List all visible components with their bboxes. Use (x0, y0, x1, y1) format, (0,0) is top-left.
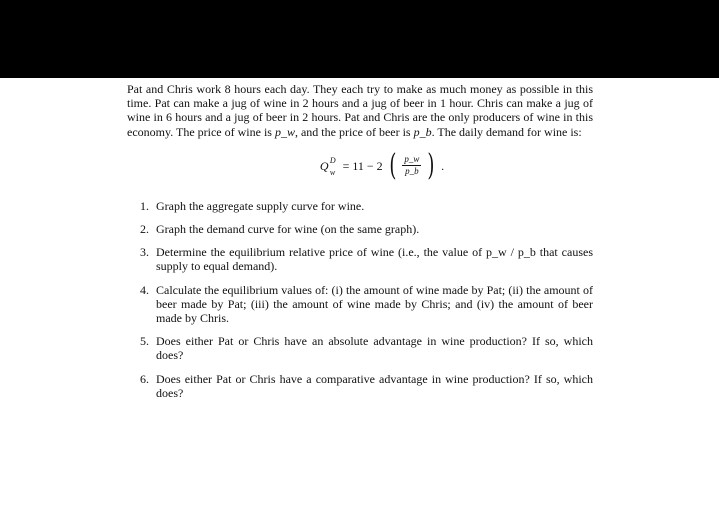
price-wine-symbol: p_w (274, 124, 295, 139)
question-list (127, 199, 593, 400)
right-paren: ) (427, 147, 435, 183)
top-redaction-bar (0, 0, 719, 78)
question-item (127, 283, 593, 326)
left-paren: ( (389, 147, 397, 183)
question-text: Does either Pat or Chris have a comparative advantage in wine production? If so, which does? (156, 371, 593, 400)
intro-mid-text: , and the price of beer is (294, 124, 414, 139)
question-item (127, 222, 593, 236)
question-text: Does either Pat or Chris have an absolute advantage in wine production? If so, which does? (156, 334, 593, 363)
fraction-denominator: p_b (405, 166, 419, 177)
equation-lhs: Q D w (320, 159, 329, 173)
question-number: 2. (140, 222, 149, 237)
question-number: 5. (140, 334, 149, 349)
intro-text: Pat and Chris work 8 hours each day. They each try to make as much money as possible in this time. Pat can make a jug of wine in 2 hours and a jug of beer in 1 hour. Chris can make a jug of wine in 6 hours and a jug of beer in 2 hours. Pat and Chris are the only producers of wine in this economy. The price of wine is (127, 82, 593, 139)
question-number: 1. (140, 198, 149, 213)
question-number: 3. (140, 245, 149, 260)
intro-paragraph (127, 82, 593, 139)
question-number: 6. (140, 371, 149, 386)
price-ratio-fraction (402, 154, 421, 177)
price-beer-symbol: p_b (413, 124, 432, 139)
intro-tail-text: . The daily demand for wine is: (431, 124, 582, 139)
equation-rhs: = 11 − 2 (342, 158, 383, 173)
question-text: Graph the demand curve for wine (on the same graph). (156, 222, 420, 237)
question-number: 4. (140, 282, 149, 297)
question-item (127, 334, 593, 362)
question-text: Graph the aggregate supply curve for wine. (156, 198, 365, 213)
fraction-numerator: p_w (404, 154, 420, 165)
demand-equation (127, 147, 593, 185)
question-text: Calculate the equilibrium values of: (i) the amount of wine made by Pat; (ii) the amount of beer made by Pat; (iii) the amount of wine made by Chris; and (iv) the amount of beer made by Chris. (156, 282, 593, 326)
equation-superscript: D (329, 155, 336, 165)
equation-subscript: w (329, 167, 336, 177)
document-page (127, 82, 593, 409)
question-text: Determine the equilibrium relative price of wine (i.e., the value of p_w / p_b that causes supply to equal demand). (156, 245, 593, 274)
question-item (127, 372, 593, 400)
question-item (127, 199, 593, 213)
equation-end: . (441, 158, 445, 173)
question-item (127, 245, 593, 273)
